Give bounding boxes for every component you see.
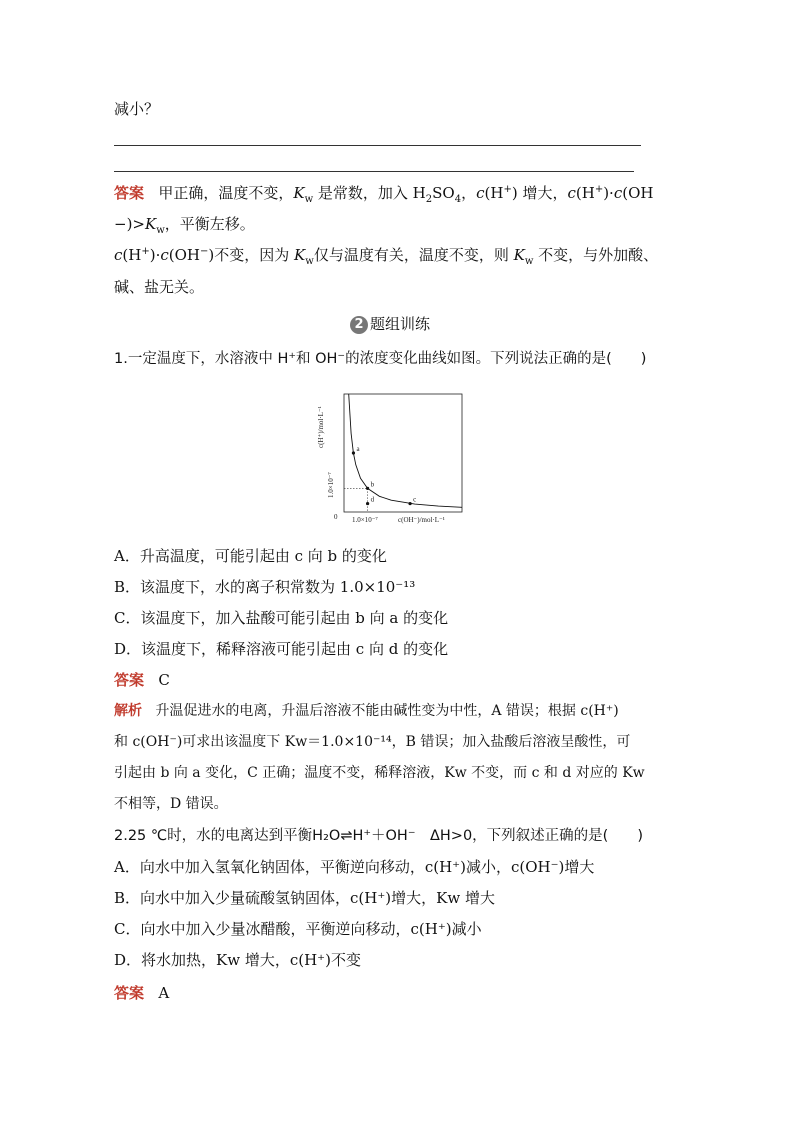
point-c <box>408 502 411 505</box>
chart-frame <box>344 394 462 512</box>
q2-answer <box>114 983 169 1003</box>
q1-option-c: C．该温度下，加入盐酸可能引起由 b 向 a 的变化 <box>114 609 449 627</box>
q1-option-a: A．升高温度，可能引起由 c 向 b 的变化 <box>114 547 387 565</box>
intro-text: 减小？ <box>114 100 160 118</box>
q1-answer-value: C <box>158 671 170 689</box>
section-number-badge: 2 <box>350 316 368 334</box>
y-tick-label: 1.0×10⁻⁷ <box>327 472 335 498</box>
q1-option-b: B．该温度下，水的离子积常数为 1.0×10⁻¹³ <box>114 578 416 596</box>
answer0-line-4: 碱、盐无关。 <box>114 278 205 296</box>
q1-analysis-line-1: 解析 升温促进水的电离，升温后溶液不能由碱性变为中性，A 错误；根据 c(H⁺) <box>114 703 619 719</box>
answer0-line-3: c(H+)·c(OH−)不变，因为 $K_w$仅与温度有关，温度不变，则 $K_w$ 不变，与外加酸、 <box>114 246 659 267</box>
q1-analysis-label: 解析 <box>114 703 142 719</box>
q2-option-a: A．向水中加入氢氧化钠固体，平衡逆向移动，c(H⁺)减小，c(OH⁻)增大 <box>114 858 595 876</box>
q2-option-d: D．将水加热，Kw 增大，c(H⁺)不变 <box>114 951 361 969</box>
point-label-d: d <box>370 495 375 504</box>
q1-answer-label: 答案 <box>114 671 145 689</box>
q1-stem: 1.一定温度下，水溶液中 H⁺和 OH⁻的浓度变化曲线如图。下列说法正确的是( ) <box>114 351 647 367</box>
point-b <box>366 487 369 490</box>
q2-option-c: C．向水中加入少量冰醋酸，平衡逆向移动，c(H⁺)减小 <box>114 920 482 938</box>
q2-stem: 2.25 ℃时，水的电离达到平衡H₂O⇌H⁺＋OH⁻ ΔH>0，下列叙述正确的是( ) <box>114 828 643 844</box>
origin-label: 0 <box>334 513 338 521</box>
x-tick-label: 1.0×10⁻⁷ <box>352 516 378 524</box>
answer-blank-line-2 <box>114 171 634 172</box>
x-axis-label: c(OH⁻)/mol·L⁻¹ <box>398 516 445 524</box>
answer-blank-line-1 <box>114 145 641 146</box>
q1-analysis-line-4: 不相等，D 错误。 <box>114 796 228 812</box>
kw-curve-series <box>349 394 462 507</box>
y-axis-label: c(H⁺)/mol·L⁻¹ <box>317 406 325 448</box>
answer0-line-1: 答案 甲正确，温度不变，$K_w$ 是常数，加入 $H_2SO_4$，c(H+) 增大，c(H+)·c(OH <box>114 184 654 205</box>
q2-answer-label: 答案 <box>114 984 145 1002</box>
answer0-line-2: $-)>K_w$，平衡左移。 <box>114 215 255 236</box>
point-label-a: a <box>356 445 360 453</box>
q1-option-d: D．该温度下，稀释溶液可能引起由 c 向 d 的变化 <box>114 640 449 658</box>
section-title: 题组训练 <box>370 315 431 333</box>
point-label-b: b <box>370 480 375 489</box>
q2-answer-value: A <box>158 984 170 1002</box>
point-d <box>366 502 369 505</box>
q2-option-b: B．向水中加入少量硫酸氢钠固体，c(H⁺)增大，Kw 增大 <box>114 889 495 907</box>
answer0-label: 答案 <box>114 184 145 202</box>
point-a <box>352 451 355 454</box>
section-heading <box>350 314 430 334</box>
q1-answer <box>114 670 170 690</box>
q1-chart <box>316 388 468 528</box>
point-label-c: c <box>413 495 417 504</box>
q1-analysis-line-2: 和 c(OH⁻)可求出该温度下 Kw＝1.0×10⁻¹⁴，B 错误；加入盐酸后溶液呈酸性，可 <box>114 734 631 750</box>
q1-analysis-line-3: 引起由 b 向 a 变化，C 正确；温度不变，稀释溶液，Kw 不变，而 c 和 d 对应的 Kw <box>114 765 645 781</box>
